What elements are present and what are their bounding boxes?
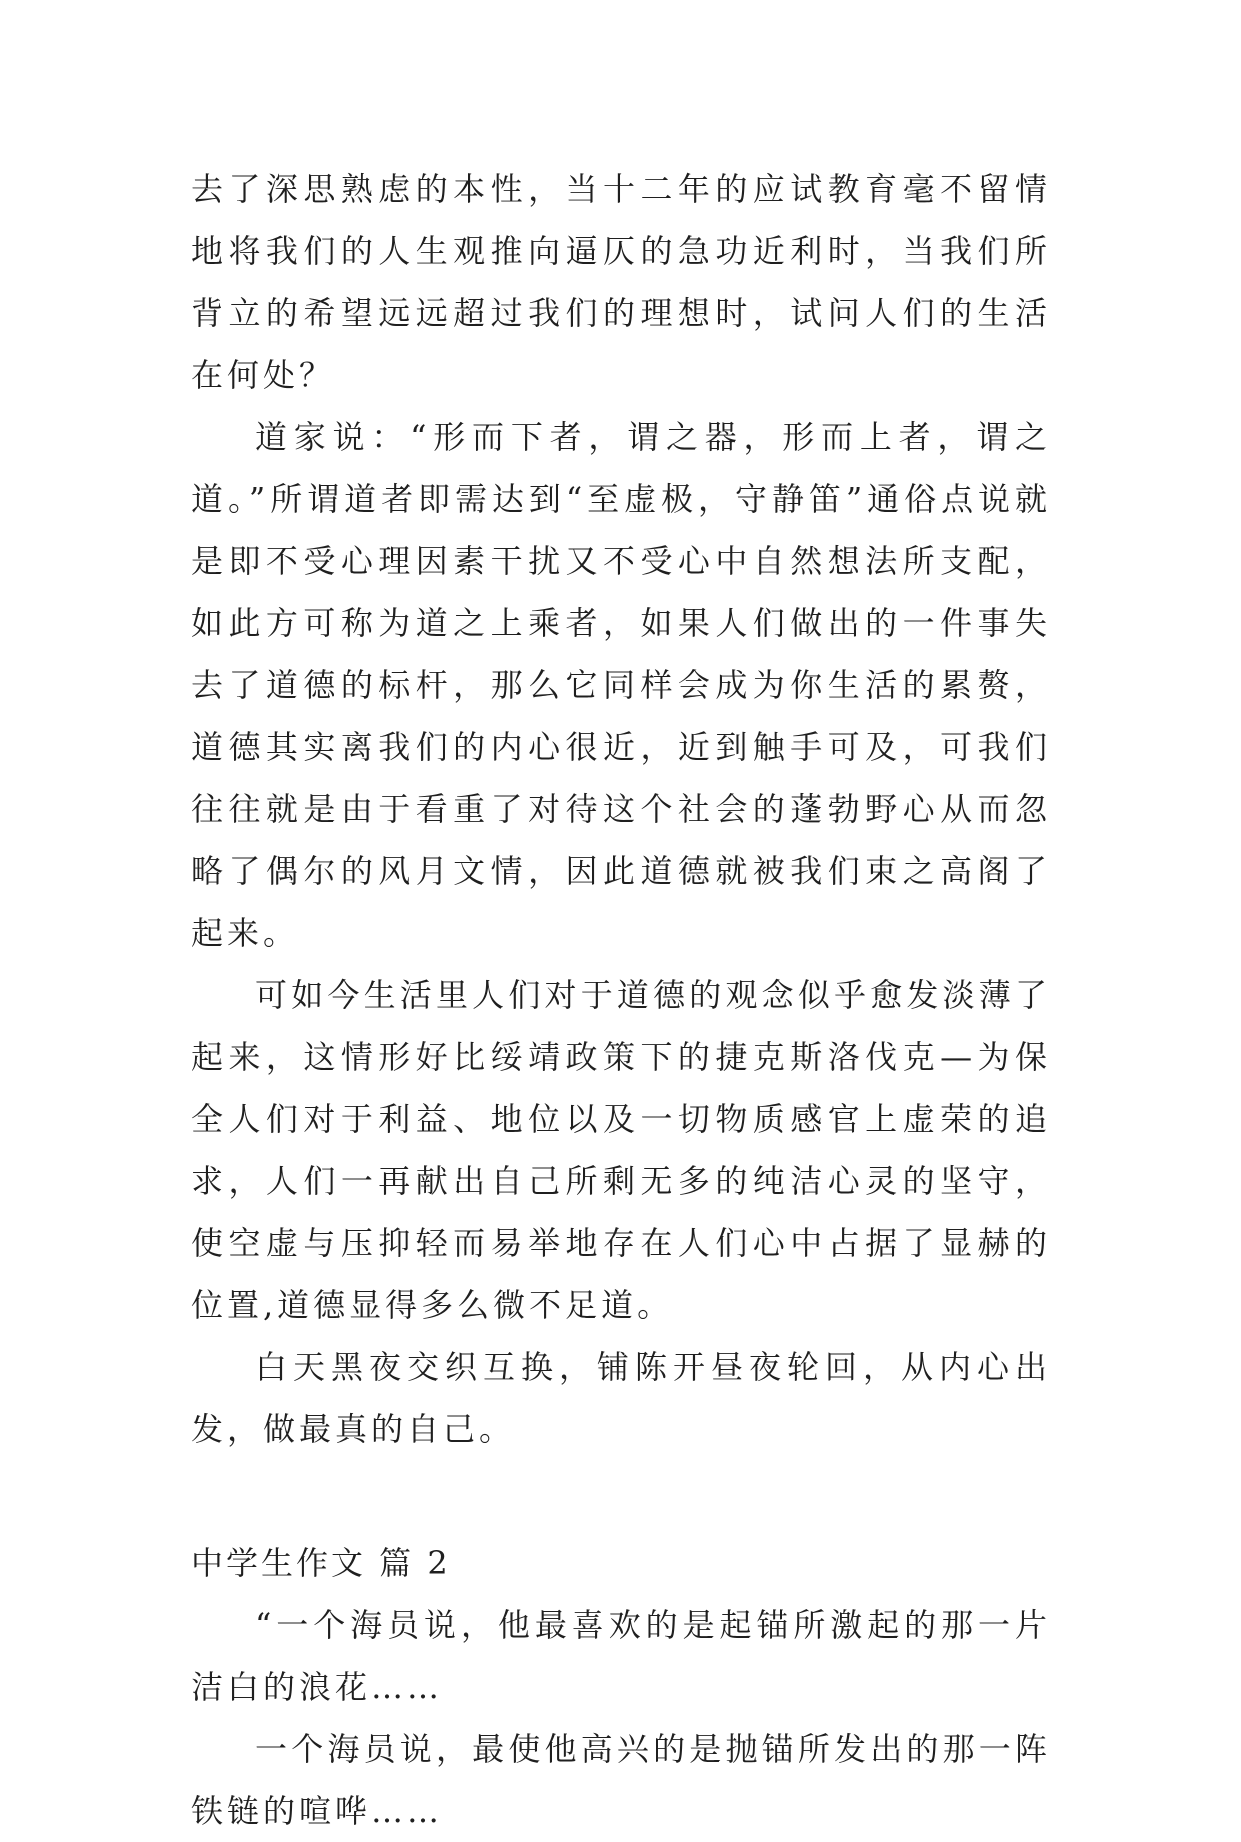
paragraph-1: 去了深思熟虑的本性，当十二年的应试教育毫不留情地将我们的人生观推向逼仄的急功近利时，当我们所背立的希望远远超过我们的理想时，试问人们的生活在何处？ <box>191 170 1051 394</box>
section-heading: 中学生作文 篇 2 <box>191 1544 451 1582</box>
paragraph-4: 白天黑夜交织互换，铺陈开昼夜轮回，从内心出发，做最真的自己。 <box>191 1348 1051 1448</box>
section-spacer <box>191 1460 1051 1522</box>
paragraph-6: 一个海员说，最使他高兴的是抛锚所发出的那一阵铁链的喧哗…… <box>191 1730 1051 1830</box>
paragraph-5: “一个海员说，他最喜欢的是起锚所激起的那一片洁白的浪花…… <box>191 1606 1051 1706</box>
paragraph-2: 道家说：“形而下者，谓之器，形而上者，谓之道。”所谓道者即需达到“至虚极，守静笛”通俗点说就是即不受心理因素干扰又不受心中自然想法所支配，如此方可称为道之上乘者，如果人们做出的一件事失去了道德的标杆，那么它同样会成为你生活的累赘，道德其实离我们的内心很近，近到触手可及，可我们往往就是由于看重了对待这个社会的蓬勃野心从而忽略了偶尔的风月文情，因此道德就被我们束之高阁了起来。 <box>191 418 1051 952</box>
paragraph-3: 可如今生活里人们对于道德的观念似乎愈发淡薄了起来，这情形好比绥靖政策下的捷克斯洛伐克—为保全人们对于利益、地位以及一切物质感官上虚荣的追求，人们一再献出自己所剩无多的纯洁心灵的坚守，使空虚与压抑轻而易举地存在人们心中占据了显赫的位置,道德显得多么微不足道。 <box>191 976 1051 1324</box>
document-body <box>191 158 1051 1842</box>
